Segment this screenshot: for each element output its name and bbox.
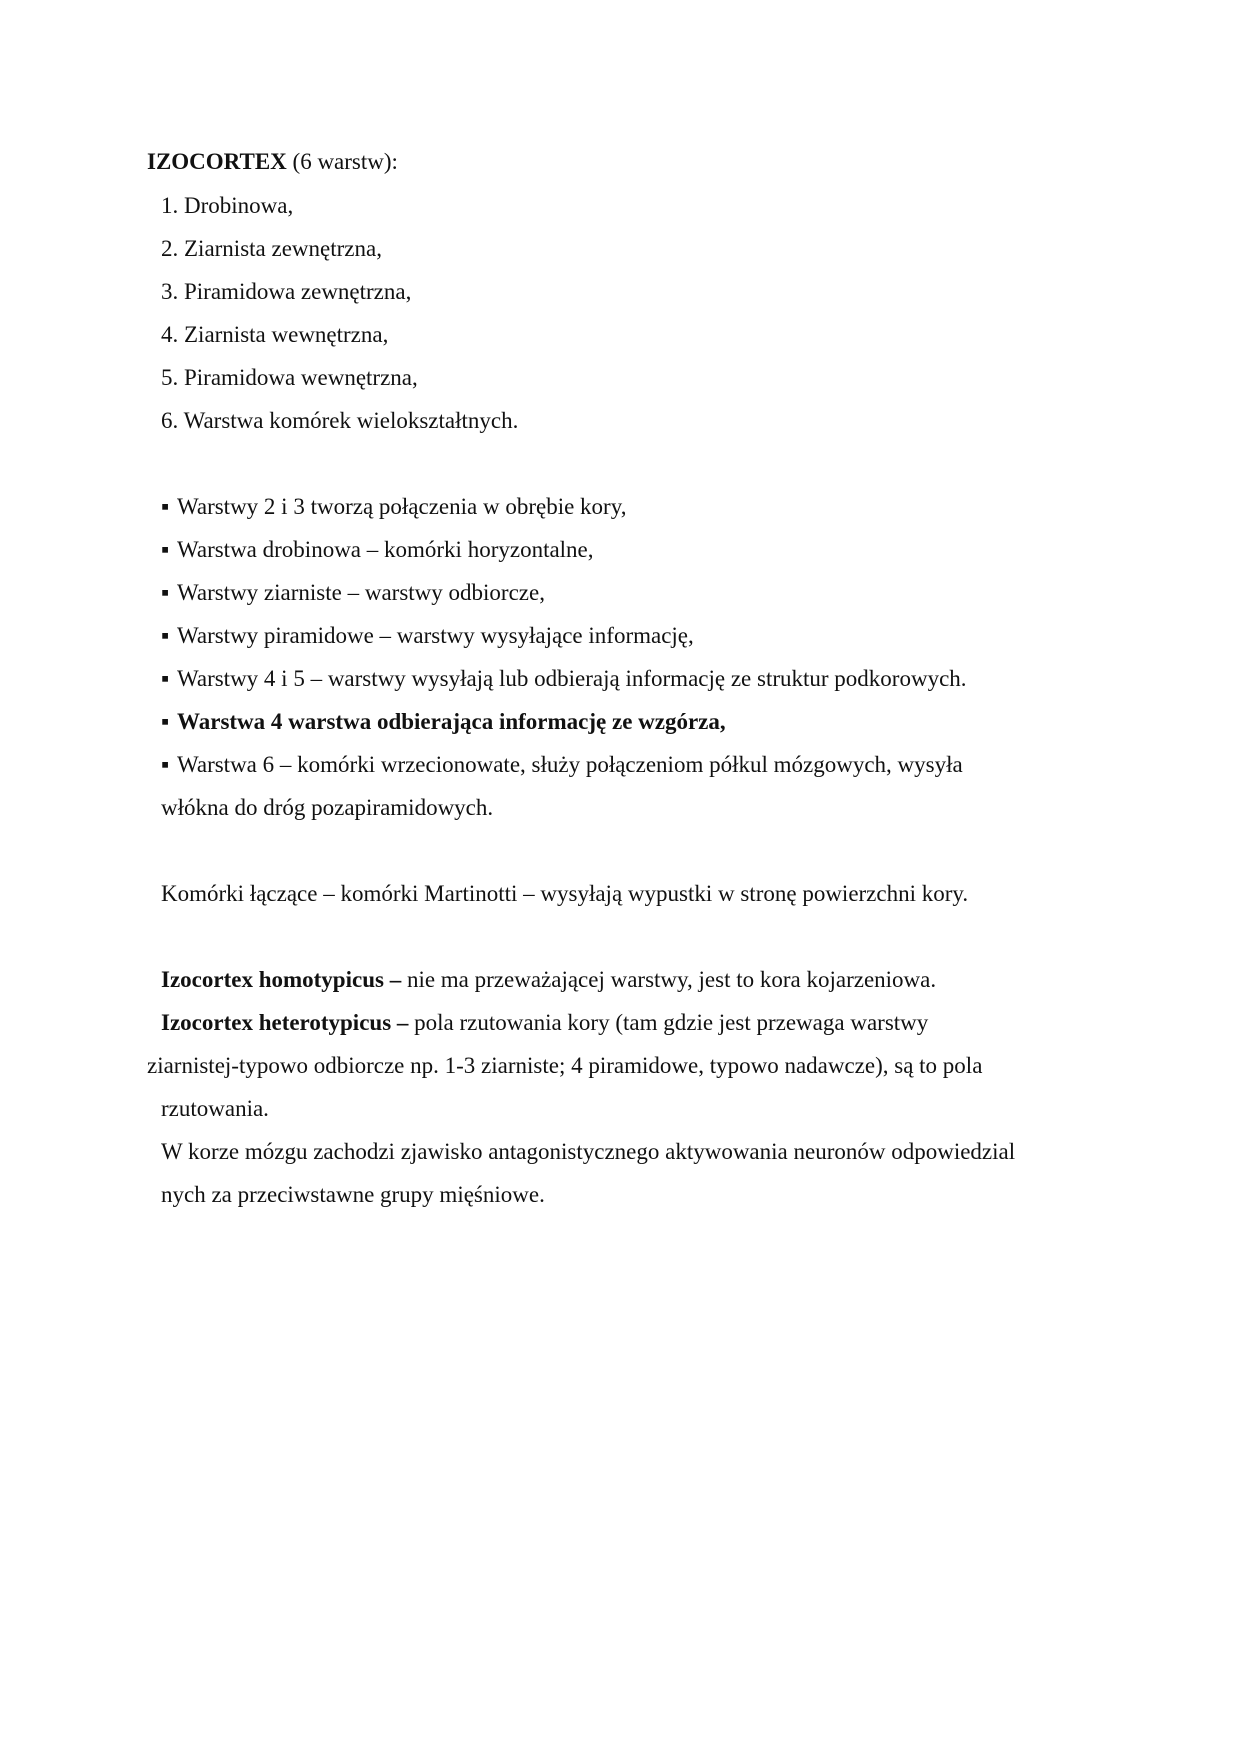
- bullet-item: [161, 621, 694, 651]
- bullet-item: [161, 664, 967, 694]
- homotypicus-text: nie ma przeważającej warstwy, jest to kora kojarzeniowa.: [406, 967, 937, 992]
- bullet-text: Warstwa 6 – komórki wrzecionowate, służy połączeniom półkul mózgowych, wysyła: [177, 752, 963, 777]
- bullet-symbol: ▪: [161, 537, 170, 562]
- heterotypicus-line-1: [161, 1008, 928, 1038]
- bullet-text: Warstwy ziarniste – warstwy odbiorcze,: [177, 580, 545, 605]
- antagonist-line-1: W korze mózgu zachodzi zjawisko antagonistycznego aktywowania neuronów odpowiedzial: [161, 1139, 1016, 1164]
- bullet-symbol: ▪: [161, 752, 170, 777]
- layer-3: 3. Piramidowa zewnętrzna,: [161, 279, 412, 304]
- heading-bold: IZOCORTEX: [147, 149, 287, 174]
- bullet-text: Warstwy piramidowe – warstwy wysyłające informację,: [177, 623, 694, 648]
- bullet-item: [161, 492, 626, 522]
- martinotti-paragraph: Komórki łączące – komórki Martinotti – wysyłają wypustki w stronę powierzchni kory.: [161, 881, 969, 906]
- layer-1: 1. Drobinowa,: [161, 193, 294, 218]
- layer-4: 4. Ziarnista wewnętrzna,: [161, 322, 389, 347]
- bullet-item: [161, 578, 545, 608]
- homotypicus-paragraph: [161, 965, 936, 995]
- bullet-item-bold: [161, 707, 726, 737]
- homotypicus-term: Izocortex homotypicus: [161, 967, 384, 992]
- bullet-symbol: ▪: [161, 666, 170, 691]
- bullet-item: [161, 535, 594, 565]
- heterotypicus-dash: –: [391, 1010, 415, 1035]
- heterotypicus-term: Izocortex heterotypicus: [161, 1010, 392, 1035]
- heterotypicus-line-3: rzutowania.: [161, 1096, 269, 1121]
- heading-rest: (6 warstw):: [286, 149, 398, 174]
- bullet-continuation: włókna do dróg pozapiramidowych.: [161, 795, 494, 820]
- heading: [147, 147, 398, 177]
- bullet-text: Warstwy 4 i 5 – warstwy wysyłają lub odbierają informację ze struktur podkorowych.: [177, 666, 967, 691]
- bullet-symbol: ▪: [161, 580, 170, 605]
- antagonist-line-2: nych za przeciwstawne grupy mięśniowe.: [161, 1182, 545, 1207]
- bullet-symbol: ▪: [161, 494, 170, 519]
- bullet-text: Warstwy 2 i 3 tworzą połączenia w obrębie kory,: [177, 494, 627, 519]
- bullet-symbol: ▪: [161, 709, 170, 734]
- bullet-text: Warstwa drobinowa – komórki horyzontalne,: [177, 537, 594, 562]
- layer-2: 2. Ziarnista zewnętrzna,: [161, 236, 382, 261]
- bullet-symbol: ▪: [161, 623, 170, 648]
- heterotypicus-text: pola rzutowania kory (tam gdzie jest przewaga warstwy: [414, 1010, 929, 1035]
- bullet-item: [161, 750, 963, 780]
- layer-6: 6. Warstwa komórek wielokształtnych.: [161, 408, 519, 433]
- layer-5: 5. Piramidowa wewnętrzna,: [161, 365, 418, 390]
- bullet-text: Warstwa 4 warstwa odbierająca informację ze wzgórza,: [177, 709, 726, 734]
- heterotypicus-line-2: ziarnistej-typowo odbiorcze np. 1-3 ziarniste; 4 piramidowe, typowo nadawcze), są to pola: [147, 1053, 983, 1078]
- homotypicus-dash: –: [383, 967, 407, 992]
